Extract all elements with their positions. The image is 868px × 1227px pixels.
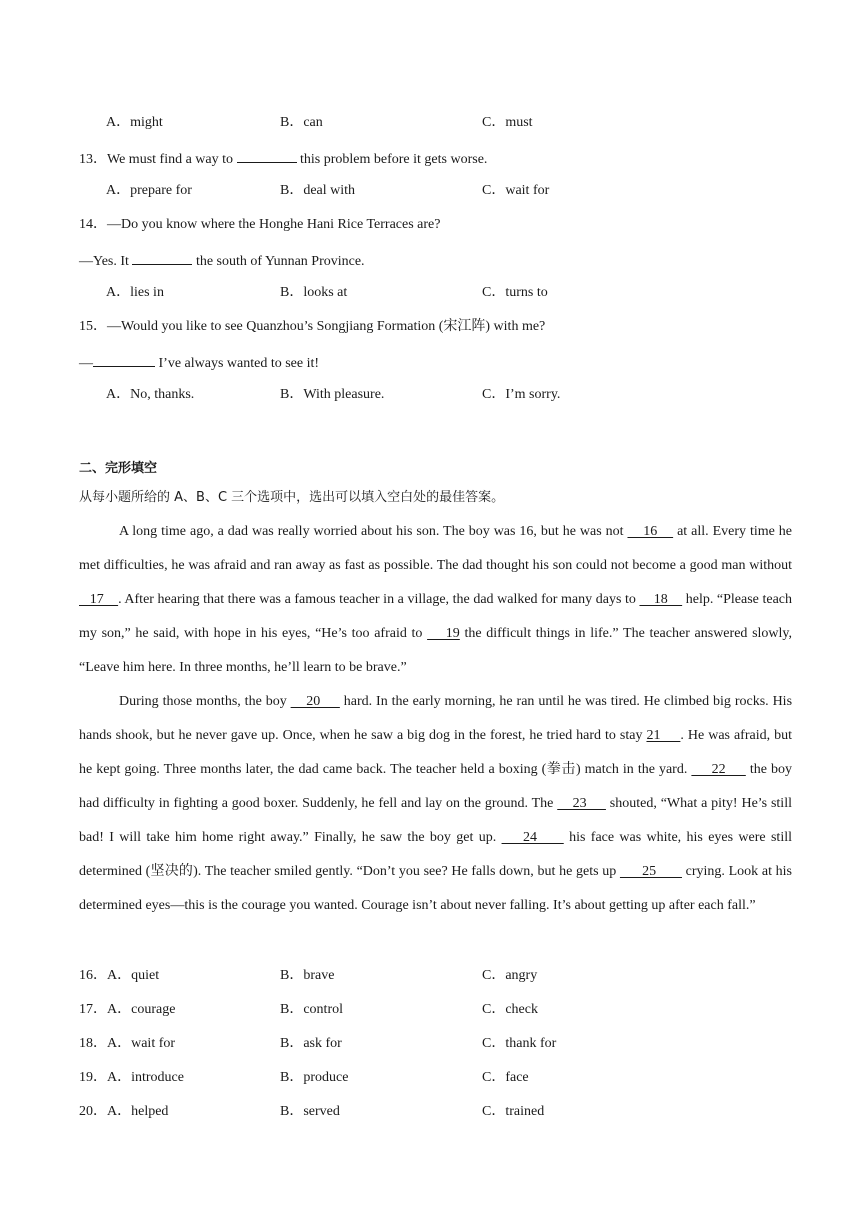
blank-21: 21: [646, 728, 681, 743]
q13-stem-pre: 13．We must find a way to: [79, 152, 237, 167]
q15-stem-line2: [79, 352, 319, 373]
p1-text-1: A long time ago, a dad was really worried about his son. The boy was 16, but he was not: [119, 524, 628, 539]
q14-line2-post: the south of Yunnan Province.: [192, 254, 365, 269]
blank-16: 16: [627, 524, 674, 539]
passage-paragraph-1: [79, 515, 792, 685]
q12-option-a: A．might: [106, 115, 163, 130]
q14-option-c: C．turns to: [482, 285, 548, 300]
cloze-19-option-b: B．produce: [280, 1070, 349, 1085]
q14-blank: [132, 250, 192, 265]
p2-text-5: shouted, “What a pity! He’s still bad! I will take him home right away.” Finally, he saw the boy get up.: [79, 796, 792, 845]
p2-text-2: hard. In the early morning, he ran until he was tired. He climbed big rocks. His hands shook, but he never gave up. Once, when he saw a big dog in the forest, he tried hard to stay: [79, 694, 793, 743]
cloze-18-option-a: 18．A．wait for: [79, 1036, 176, 1051]
passage-paragraph-2: [79, 685, 792, 923]
p2-text-4: the boy had difficulty in fighting a good boxer. Suddenly, he fell and lay on the ground. The: [79, 762, 792, 811]
q13-stem: [79, 148, 487, 169]
p1-text-4: help. “Please teach my son,” he said, with hope in his eyes, “He’s too afraid to: [79, 592, 793, 641]
q15-line2-post: I’ve always wanted to see it!: [155, 356, 320, 371]
q12-option-b: B．can: [280, 115, 323, 130]
cloze-19-option-a: 19．A．introduce: [79, 1070, 184, 1085]
q14-stem-line1: 14．—Do you know where the Honghe Hani Rice Terraces are?: [79, 217, 441, 232]
blank-23: 23: [557, 796, 606, 811]
cloze-20-option-b: B．served: [280, 1104, 340, 1119]
cloze-17-option-b: B．control: [280, 1002, 343, 1017]
cloze-19-option-c: C．face: [482, 1070, 529, 1085]
p1-text-2: at all. Every time he met difficulties, he was afraid and ran away as fast as possible. The dad thought his son could not become a good man without: [79, 524, 793, 573]
blank-25: 25: [619, 864, 682, 879]
cloze-16-option-c: C．angry: [482, 968, 538, 983]
q15-line2-pre: —: [79, 356, 93, 371]
q13-option-c: C．wait for: [482, 183, 550, 198]
blank-22: 22: [691, 762, 746, 777]
cloze-16-option-a: 16．A．quiet: [79, 968, 160, 983]
q15-option-b: B．With pleasure.: [280, 387, 385, 402]
cloze-17-option-c: C．check: [482, 1002, 538, 1017]
q15-stem-line1: 15．—Would you like to see Quanzhou’s Songjiang Formation (宋江阵) with me?: [79, 319, 546, 334]
p2-text-7: crying. Look at his determined eyes—this is the courage you wanted. Courage isn’t about never falling. It’s about getting up after each fall.”: [79, 864, 793, 913]
cloze-20-option-c: C．trained: [482, 1104, 545, 1119]
q15-option-a: A．No, thanks.: [106, 387, 195, 402]
blank-20: 20: [290, 694, 340, 709]
cloze-18-option-c: C．thank for: [482, 1036, 557, 1051]
p2-text-3: . He was afraid, but he kept going. Three months later, the dad came back. The teacher held a boxing (拳击) match in the yard.: [79, 728, 792, 777]
q12-option-c: C．must: [482, 115, 533, 130]
q13-option-b: B．deal with: [280, 183, 356, 198]
q14-option-b: B．looks at: [280, 285, 348, 300]
p1-text-3: . After hearing that there was a famous teacher in a village, the dad walked for many days to: [118, 592, 640, 607]
q13-stem-post: this problem before it gets worse.: [296, 152, 488, 167]
section-title: 二、完形填空: [79, 461, 158, 476]
q14-line2-pre: —Yes. It: [79, 254, 133, 269]
blank-19: 19: [427, 626, 460, 641]
section-instruction: 从每小题所给的 A、B、C 三个选项中，选出可以填入空白处的最佳答案。: [79, 490, 505, 505]
cloze-20-option-a: 20．A．helped: [79, 1104, 169, 1119]
cloze-17-option-a: 17．A．courage: [79, 1002, 176, 1017]
p2-text-6: his face was white, his eyes were still determined (坚决的). The teacher smiled gently. “Don’t you see? He falls down, but he gets up: [79, 830, 792, 879]
q14-stem-line2: [79, 250, 365, 271]
q15-blank: [93, 352, 155, 367]
p1-text-5: the difficult things in life.” The teacher answered slowly, “Leave him here. In three months, he’ll learn to be brave.”: [79, 626, 793, 675]
q15-option-c: C．I’m sorry.: [482, 387, 561, 402]
q14-option-a: A．lies in: [106, 285, 164, 300]
blank-18: 18: [639, 592, 683, 607]
p2-text-1: During those months, the boy: [119, 694, 291, 709]
blank-24: 24: [501, 830, 564, 845]
q13-option-a: A．prepare for: [106, 183, 192, 198]
cloze-18-option-b: B．ask for: [280, 1036, 342, 1051]
cloze-16-option-b: B．brave: [280, 968, 335, 983]
blank-17: 17: [79, 592, 119, 607]
q13-blank: [237, 148, 297, 163]
